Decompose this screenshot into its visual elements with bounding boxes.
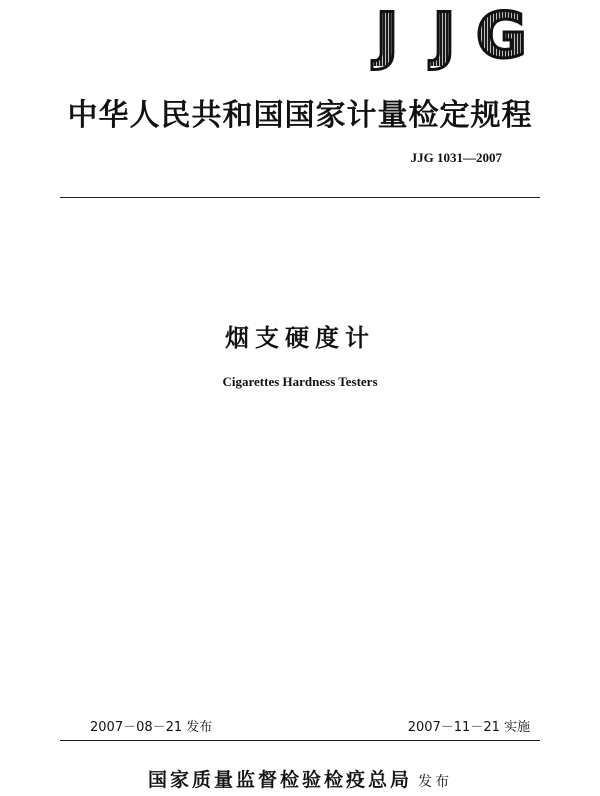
document-title-en: Cigarettes Hardness Testers bbox=[222, 374, 378, 389]
logo-letter-g: G bbox=[476, 0, 527, 72]
effective-date: 2007－11－21 实施 bbox=[407, 720, 530, 735]
issue-date: 2007－08－21 发布 bbox=[90, 720, 213, 735]
top-divider bbox=[60, 197, 540, 198]
jjg-logo bbox=[362, 0, 527, 72]
document-title-cn: 烟支硬度计 bbox=[225, 324, 375, 352]
bottom-divider bbox=[60, 740, 540, 741]
logo-letter-j2: J bbox=[419, 6, 469, 66]
standard-number: JJG 1031—2007 bbox=[410, 150, 502, 165]
publisher-name: 国家质量监督检验检疫总局 bbox=[147, 769, 412, 791]
regulation-title: 中华人民共和国国家计量检定规程 bbox=[67, 98, 533, 133]
publisher-suffix: 发布 bbox=[418, 774, 452, 790]
publisher-line bbox=[0, 765, 600, 792]
logo-letter-j1: J bbox=[362, 6, 412, 66]
